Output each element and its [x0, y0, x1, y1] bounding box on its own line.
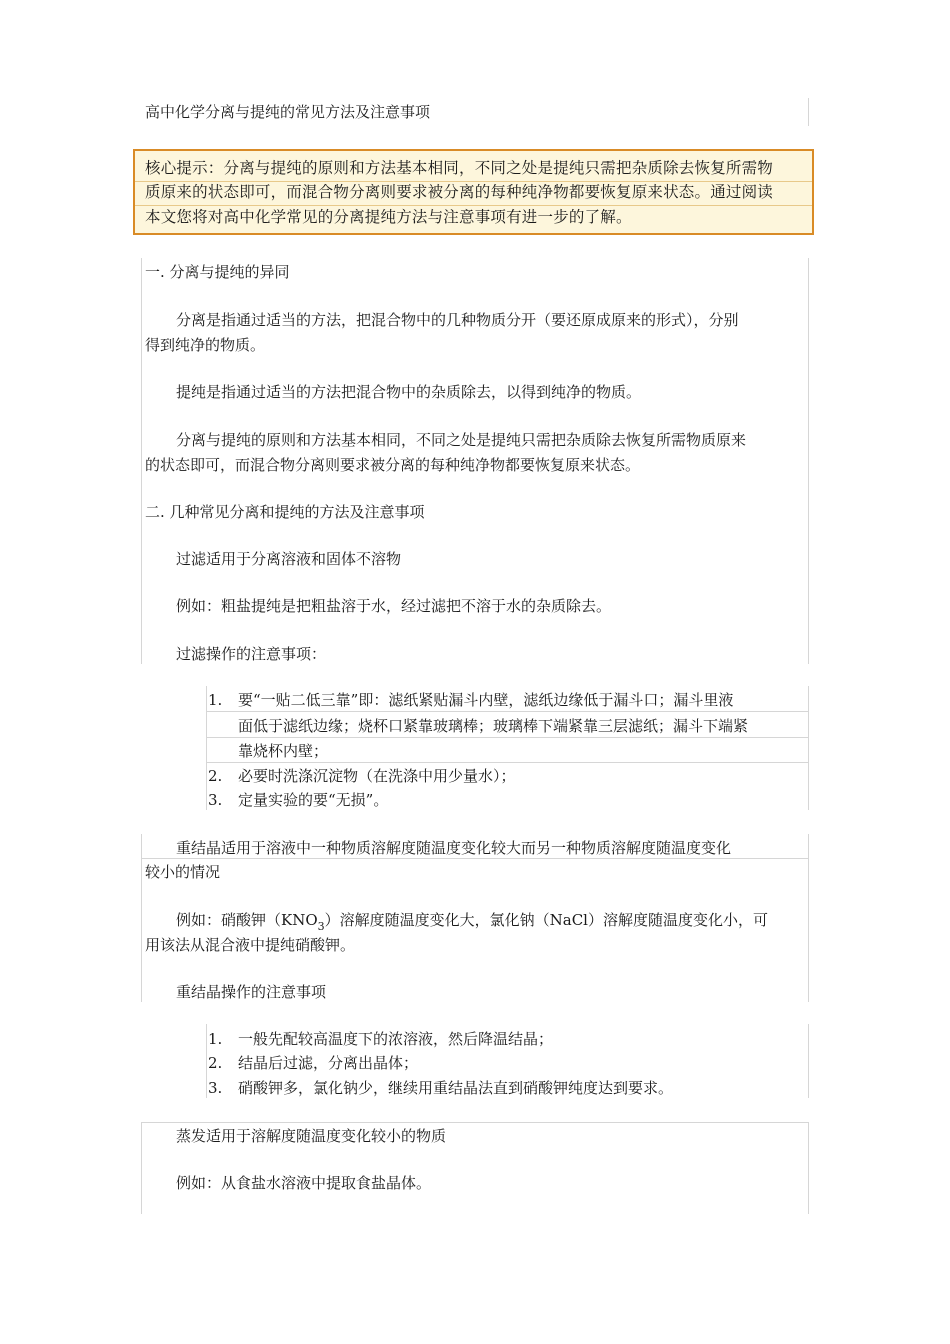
recryst-right-border	[808, 834, 809, 1002]
paragraph-separation-line-1: 分离是指通过适当的方法，把混合物中的几种物质分开（要还原成原来的形式），分别	[176, 311, 739, 329]
list-item-number: 1.	[208, 691, 223, 709]
core-tip-line-2: 质原来的状态即可，而混合物分离则要求被分离的每种纯净物都要恢复原来状态。通过阅读	[145, 183, 774, 201]
filter-example: 例如：粗盐提纯是把粗盐溶于水，经过滤把不溶于水的杂质除去。	[176, 597, 612, 615]
list-item-text: 硝酸钾多，氯化钠少，继续用重结晶法直到硝酸钾纯度达到要求。	[238, 1079, 674, 1097]
core-tip-line-3: 本文您将对高中化学常见的分离提纯方法与注意事项有进一步的了解。	[145, 208, 632, 226]
list2-left-border	[206, 1024, 207, 1098]
list-item-text: 靠烧杯内壁；	[238, 742, 329, 760]
paragraph-comparison-line-1: 分离与提纯的原则和方法基本相同，不同之处是提纯只需把杂质除去恢复所需物质原来	[176, 431, 747, 449]
list-item-text: 结晶后过滤，分离出晶体；	[238, 1054, 419, 1072]
paragraph-comparison-line-2: 的状态即可，而混合物分离则要求被分离的每种纯净物都要恢复原来状态。	[145, 456, 641, 474]
evap-intro: 蒸发适用于溶解度随温度变化较小的物质	[176, 1127, 447, 1145]
paragraph-separation-line-2: 得到纯净的物质。	[145, 336, 266, 354]
section-left-border	[141, 258, 142, 664]
list-item-number: 2.	[208, 767, 223, 785]
list-item-number: 3.	[208, 1079, 223, 1097]
list-item-text: 定量实验的要“无损”。	[238, 791, 389, 809]
list-item-number: 2.	[208, 1054, 223, 1072]
paragraph-purification: 提纯是指通过适当的方法把混合物中的杂质除去，以得到纯净的物质。	[176, 383, 642, 401]
list-item-number: 3.	[208, 791, 223, 809]
evap-top-border	[141, 1122, 808, 1123]
evap-right-border	[808, 1122, 809, 1214]
evap-example: 例如：从食盐水溶液中提取食盐晶体。	[176, 1174, 432, 1192]
section-1-heading: 一. 分离与提纯的异同	[145, 263, 290, 281]
recryst-example-line-1	[176, 910, 768, 937]
list1-line-sep-3	[206, 762, 808, 763]
list-item-text: 面低于滤纸边缘；烧杯口紧靠玻璃棒；玻璃棒下端紧靠三层滤纸；漏斗下端紧	[238, 717, 749, 735]
list-item-text: 一般先配较高温度下的浓溶液，然后降温结晶；	[238, 1030, 554, 1048]
recryst-example-line-2: 用该法从混合液中提纯硝酸钾。	[145, 936, 356, 954]
recryst-example-part-a: 例如：硝酸钾（KNO	[176, 911, 318, 929]
evap-left-border	[141, 1122, 142, 1214]
list-item-text: 必要时洗涤沉淀物（在洗涤中用少量水）；	[238, 767, 516, 785]
recryst-intro-line-2: 较小的情况	[145, 863, 221, 881]
recryst-example-part-b: ）溶解度随温度变化大，氯化钠（NaCl）溶解度随温度变化小，可	[324, 911, 768, 929]
list-item-text: 要“一贴二低三靠”即：滤纸紧贴漏斗内壁，滤纸边缘低于漏斗口；漏斗里液	[238, 691, 734, 709]
section-right-border	[808, 258, 809, 664]
filter-notes-title: 过滤操作的注意事项：	[176, 645, 327, 663]
core-tip-line-1: 核心提示：分离与提纯的原则和方法基本相同，不同之处是提纯只需把杂质除去恢复所需物	[145, 159, 774, 177]
recryst-notes-title: 重结晶操作的注意事项	[176, 983, 327, 1001]
recryst-line-sep	[141, 858, 808, 859]
list1-line-sep-2	[206, 737, 808, 738]
section-2-heading: 二. 几种常见分离和提纯的方法及注意事项	[145, 503, 425, 521]
core-tip-box	[133, 149, 814, 235]
recryst-example-subscript: 3	[317, 920, 325, 933]
list1-left-border	[206, 686, 207, 810]
recryst-intro-line-1: 重结晶适用于溶液中一种物质溶解度随温度变化较大而另一种物质溶解度随温度变化	[176, 839, 732, 857]
title-right-border	[808, 98, 809, 126]
filter-intro: 过滤适用于分离溶液和固体不溶物	[176, 550, 402, 568]
page-title: 高中化学分离与提纯的常见方法及注意事项	[145, 103, 431, 121]
recryst-left-border	[141, 834, 142, 1002]
list2-right-border	[808, 1024, 809, 1098]
list1-line-sep-1	[206, 711, 808, 712]
list-item-number: 1.	[208, 1030, 223, 1048]
list1-right-border	[808, 686, 809, 810]
